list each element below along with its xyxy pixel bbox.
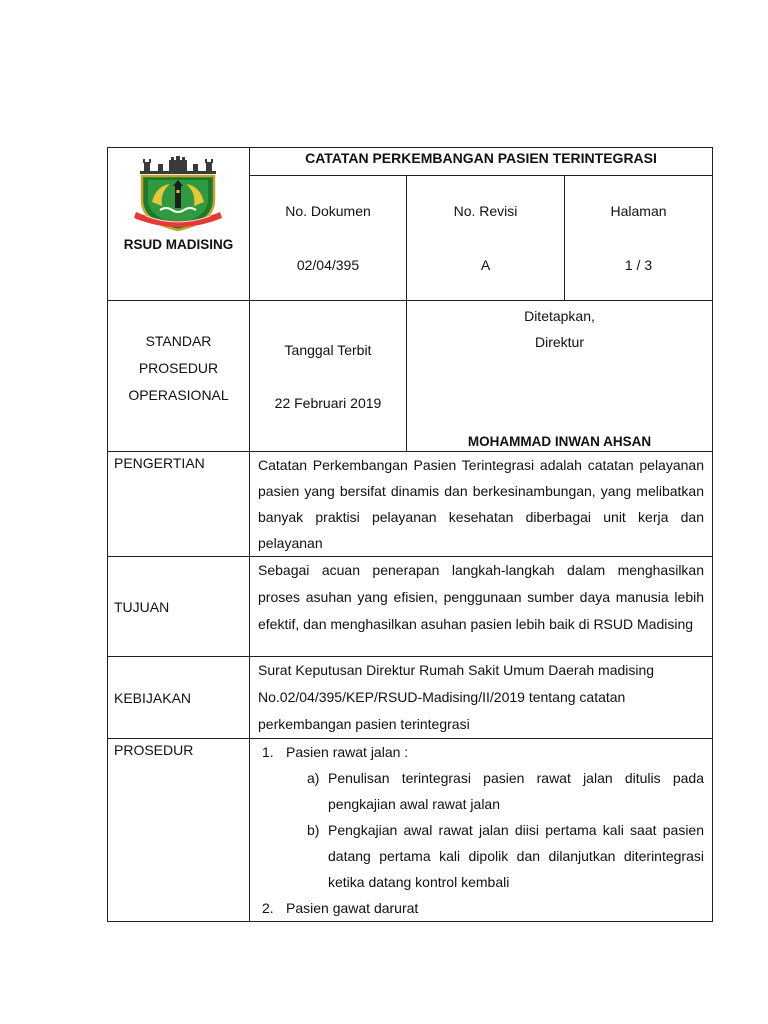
procedure-subitem-b bbox=[307, 817, 704, 895]
issue-date-value: 22 Februari 2019 bbox=[274, 395, 382, 411]
procedure-item-1 bbox=[262, 739, 704, 895]
sop-label-cell bbox=[108, 301, 250, 452]
director-name: MOHAMMAD INWAN AHSAN bbox=[467, 434, 652, 449]
approval-cell bbox=[407, 301, 713, 452]
kebijakan-line-1: Surat Keputusan Direktur Rumah Sakit Umum Daerah madising bbox=[258, 662, 655, 678]
kebijakan-line-3: perkembangan pasien terintegrasi bbox=[258, 716, 470, 732]
section-text-kebijakan bbox=[250, 657, 713, 739]
doc-number-cell bbox=[250, 176, 407, 301]
page-cell bbox=[565, 176, 713, 301]
approval-position: Direktur bbox=[534, 334, 584, 350]
doc-number-label: No. Dokumen bbox=[285, 203, 371, 219]
issue-date-cell bbox=[250, 301, 407, 452]
procedure-subitem-b-marker: b) bbox=[307, 822, 320, 838]
section-label-kebijakan: KEBIJAKAN bbox=[108, 657, 250, 739]
sop-table bbox=[107, 147, 713, 922]
procedure-subitem-a bbox=[307, 765, 704, 817]
sop-line-1: STANDAR bbox=[145, 333, 212, 349]
sop-line-3: OPERASIONAL bbox=[128, 387, 229, 403]
procedure-item-1-text: Pasien rawat jalan : bbox=[286, 744, 409, 760]
section-label-pengertian: PENGERTIAN bbox=[108, 452, 250, 557]
procedure-subitem-b-text: Pengkajian awal rawat jalan diisi pertama kali saat pasien datang pertama kali dipolik dan dilanjutkan diterintegrasi ketika datang kontrol kembali bbox=[328, 822, 704, 890]
regency-crest-icon bbox=[132, 156, 224, 236]
section-label-tujuan: TUJUAN bbox=[108, 557, 250, 657]
procedure-list bbox=[258, 739, 704, 921]
section-text-prosedur bbox=[250, 739, 713, 922]
page-value: 1 / 3 bbox=[624, 257, 653, 273]
document-title: CATATAN PERKEMBANGAN PASIEN TERINTEGRASI bbox=[250, 148, 713, 176]
procedure-subitem-a-marker: a) bbox=[307, 770, 320, 786]
procedure-item-2-text: Pasien gawat darurat bbox=[286, 900, 419, 916]
revision-label: No. Revisi bbox=[453, 203, 518, 219]
revision-value: A bbox=[480, 257, 491, 273]
procedure-item-2-number: 2. bbox=[262, 900, 274, 916]
doc-number-value: 02/04/395 bbox=[296, 257, 360, 273]
sop-document bbox=[107, 147, 712, 922]
procedure-item-2 bbox=[262, 895, 704, 921]
sop-line-2: PROSEDUR bbox=[138, 360, 219, 376]
issue-date-label: Tanggal Terbit bbox=[284, 342, 372, 358]
hospital-name: RSUD MADISING bbox=[123, 237, 234, 252]
section-label-prosedur: PROSEDUR bbox=[108, 739, 250, 922]
revision-cell bbox=[407, 176, 565, 301]
approval-set-by: Ditetapkan, bbox=[524, 308, 595, 324]
procedure-sublist bbox=[286, 765, 704, 895]
section-text-pengertian: Catatan Perkembangan Pasien Terintegrasi adalah catatan pelayanan pasien yang bersifat dinamis dan berkesinambungan, yang melibatkan banyak praktisi pelayanan kesehatan diberbagai unit kerja dan pelayanan bbox=[250, 452, 713, 557]
section-text-tujuan: Sebagai acuan penerapan langkah-langkah dalam menghasilkan proses asuhan yang efisien, penggunaan sumber daya manusia lebih efektif, dan menghasilkan asuhan pasien lebih baik di RSUD Madising bbox=[250, 557, 713, 657]
header-logo-cell bbox=[108, 148, 250, 301]
procedure-subitem-a-text: Penulisan terintegrasi pasien rawat jalan ditulis pada pengkajian awal rawat jalan bbox=[328, 770, 704, 812]
procedure-item-1-number: 1. bbox=[262, 744, 274, 760]
kebijakan-line-2: No.02/04/395/KEP/RSUD-Madising/II/2019 tentang catatan bbox=[258, 689, 626, 705]
page-label: Halaman bbox=[610, 203, 667, 219]
